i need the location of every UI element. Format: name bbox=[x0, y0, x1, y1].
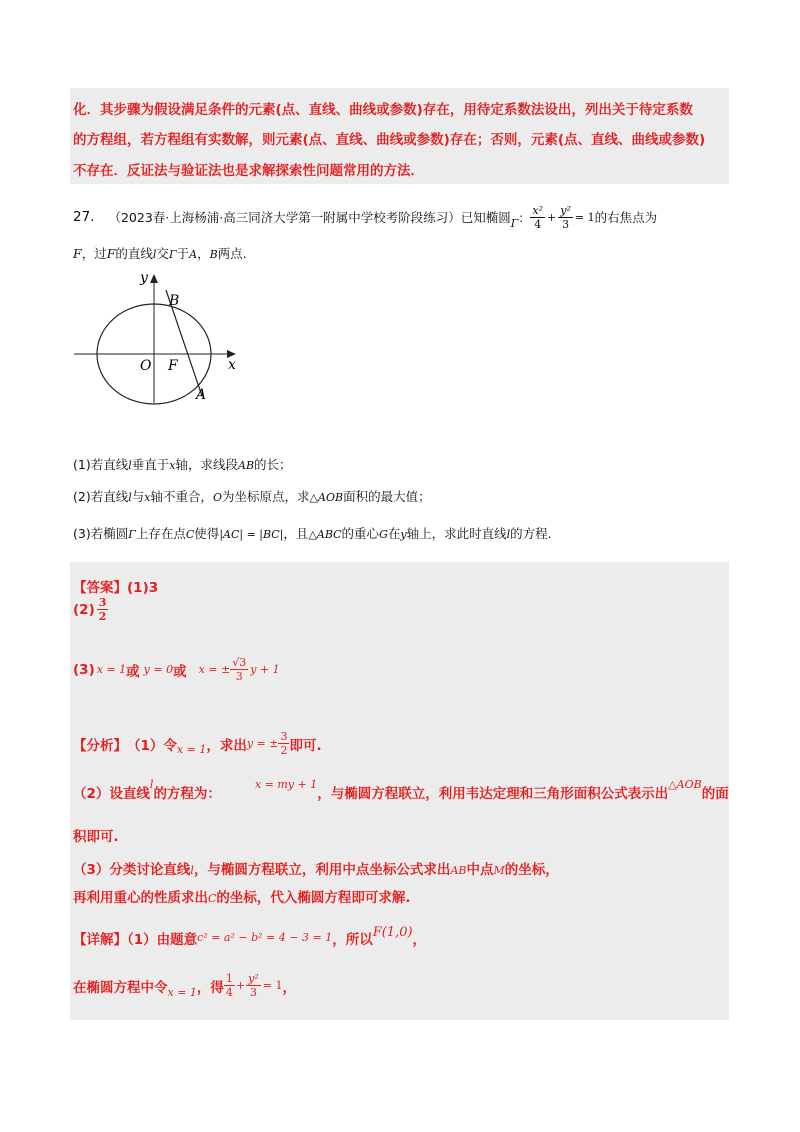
colon: ： bbox=[518, 210, 531, 225]
intro-line-1: 化．其步骤为假设满足条件的元素(点、直线、曲线或参数)存在，用待定系数法设出，列出关于待定系数 bbox=[73, 102, 693, 118]
detail-2: 在椭圆方程中令 x = 1 ，得 $\frac{1}{4}$ + $\frac{\text{y²}}{3}$ = 1 ， bbox=[73, 972, 296, 999]
label-f: F bbox=[168, 358, 178, 374]
question-2: (2)若直线l与x轴不重合，O为坐标原点，求△AOB面积的最大值； bbox=[73, 489, 431, 504]
label-b: B bbox=[169, 293, 180, 309]
analysis-2: （2）设直线$^l$的方程为：$^{x = my + 1}$，与椭圆方程联立，利用韦达定理和三角形面积公式表示出$^{\triangle AOB}$的面 bbox=[73, 778, 729, 802]
problem-source: （2023春·上海杨浦·高三同济大学第一附属中学校考阶段练习）已知椭圆 bbox=[108, 210, 511, 225]
problem-number: 27. bbox=[73, 209, 95, 225]
answer-3: (3) x = 1 或 y = 0 或 x = ± $\frac{√3}{3}$ y + 1 bbox=[73, 656, 280, 683]
analysis-2b: 积即可. bbox=[73, 829, 119, 845]
ellipse-figure bbox=[70, 268, 250, 408]
analysis-3b: 再利用重心的性质求出C的坐标，代入椭圆方程即可求解. bbox=[73, 890, 411, 906]
label-x: x bbox=[228, 357, 236, 373]
label-a: A bbox=[196, 387, 207, 403]
problem-line-2: F，过F的直线l交Γ于A，B两点. bbox=[73, 246, 247, 261]
question-3: (3)若椭圆Γ上存在点C使得|AC| = |BC|，且△ABC的重心G在y轴上，求此时直线l的方程. bbox=[73, 526, 552, 541]
eq-y-frac: $\frac{\text{y²}}{3}$ bbox=[560, 203, 571, 231]
analysis-3: （3）分类讨论直线l，与椭圆方程联立，利用中点坐标公式求出AB中点M的坐标， bbox=[73, 862, 559, 878]
eq-plus: + bbox=[547, 210, 557, 224]
answer-2: (2) $\frac{3}{2}$ bbox=[73, 596, 107, 623]
label-y: y bbox=[140, 270, 148, 286]
intro-line-2: 的方程组，若方程组有实数解，则元素(点、直线、曲线或参数)存在；否则，元素(点、直线、曲线或参数) bbox=[73, 132, 706, 148]
y-arrow bbox=[150, 274, 158, 283]
label-o: O bbox=[140, 358, 152, 374]
focus-f: F bbox=[73, 246, 82, 261]
detail-1: 【详解】（1）由题意$^{c^2 = a^2 - b^2 = 4 - 3 = 1}$，所以F(1,0)， bbox=[73, 925, 427, 948]
eq-rhs: = 1 bbox=[574, 210, 595, 224]
focus-text: 的右焦点为 bbox=[594, 210, 658, 225]
intro-line-3: 不存在．反证法与验证法也是求解探索性问题常用的方法． bbox=[73, 163, 424, 179]
ellipse-gamma: Γ bbox=[510, 216, 519, 230]
analysis-1: 【分析】 （1）令 x = 1 ，求出 y = ± $\frac{3}{2}$ 即可. bbox=[73, 730, 322, 757]
eq-x-frac: $\frac{\text{x²}}{4}$ bbox=[532, 203, 544, 231]
question-1: (1)若直线l垂直于x轴，求线段AB的长； bbox=[73, 457, 292, 472]
problem-line-1 bbox=[73, 200, 657, 234]
answer-1: 【答案】(1)3 bbox=[73, 580, 159, 596]
